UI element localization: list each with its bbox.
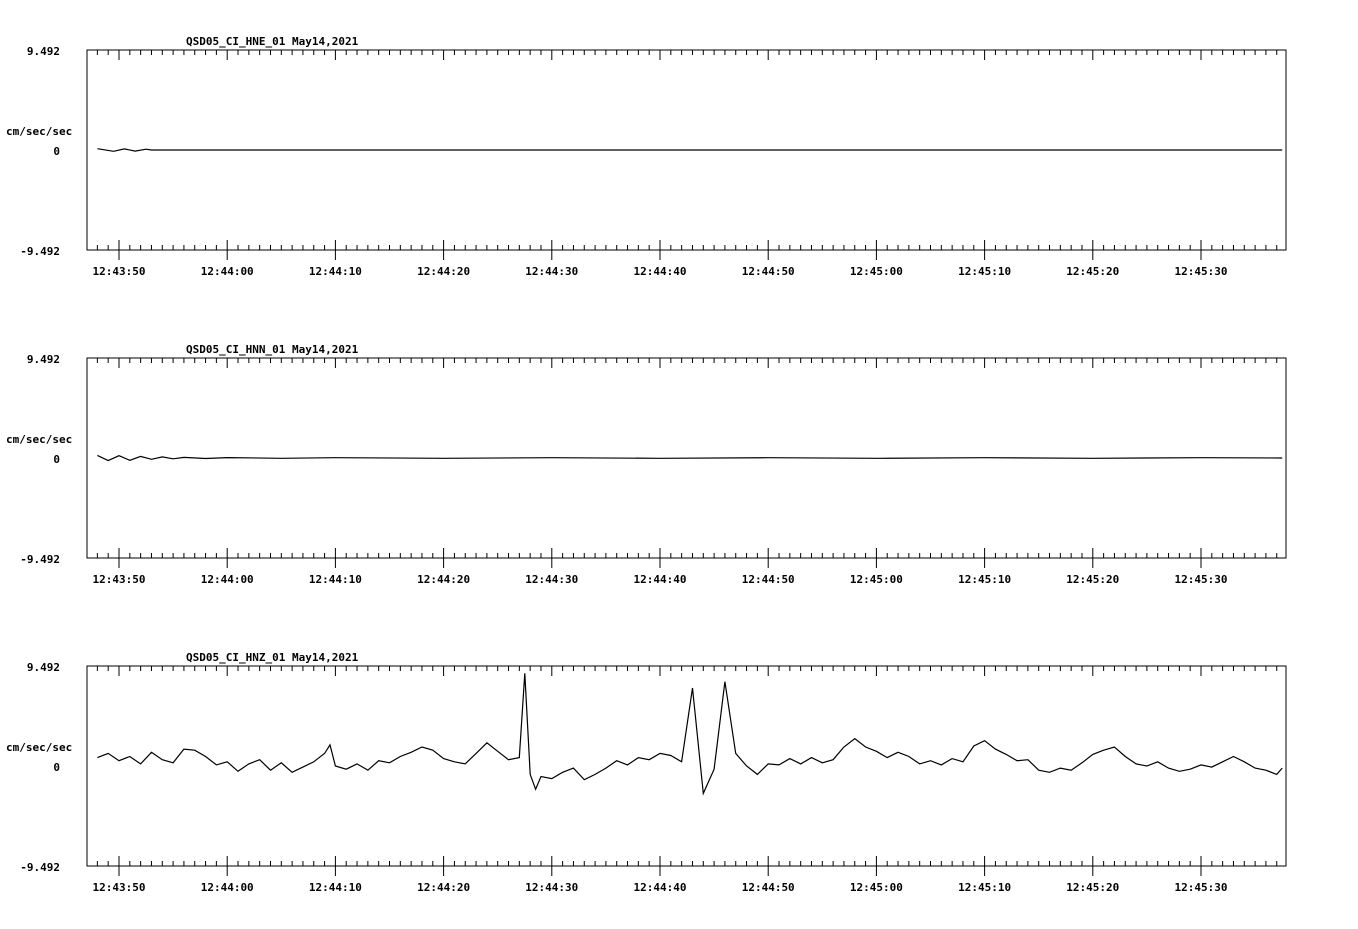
x-tick-label: 12:44:10: [308, 265, 362, 278]
x-tick-label: 12:44:40: [633, 881, 687, 894]
chart-title: QSD05_CI_HNZ_01 May14,2021: [186, 651, 359, 664]
x-tick-label: 12:43:50: [92, 573, 146, 586]
x-tick-label: 12:45:10: [958, 573, 1012, 586]
y-tick-label-min: -9.492: [20, 245, 60, 258]
y-tick-label-zero: 0: [53, 453, 60, 466]
x-tick-label: 12:45:30: [1174, 573, 1228, 586]
y-tick-label-max: 9.492: [26, 353, 60, 366]
x-tick-label: 12:44:30: [525, 881, 579, 894]
series-line-1: [97, 149, 1282, 152]
x-tick-label: 12:45:00: [849, 573, 903, 586]
y-tick-label-min: -9.492: [20, 861, 60, 874]
x-tick-label: 12:44:40: [633, 265, 687, 278]
series-line-1: [97, 455, 1282, 460]
y-axis-label: cm/sec/sec: [6, 433, 73, 446]
x-tick-label: 12:45:00: [849, 881, 903, 894]
y-tick-label-zero: 0: [53, 761, 60, 774]
y-tick-label-max: 9.492: [26, 45, 60, 58]
chart-title: QSD05_CI_HNE_01 May14,2021: [186, 35, 359, 48]
x-tick-label: 12:45:20: [1066, 573, 1120, 586]
x-tick-label: 12:44:40: [633, 573, 687, 586]
y-tick-label-zero: 0: [53, 145, 60, 158]
x-tick-label: 12:44:00: [200, 881, 254, 894]
x-tick-label: 12:45:20: [1066, 265, 1120, 278]
x-tick-label: 12:44:50: [741, 573, 795, 586]
series-line-1: [97, 673, 1282, 793]
x-tick-label: 12:45:10: [958, 265, 1012, 278]
chart-panel-3: [6, 651, 1286, 894]
x-tick-label: 12:45:00: [849, 265, 903, 278]
x-tick-label: 12:44:30: [525, 265, 579, 278]
chart-panel-2: [6, 343, 1286, 586]
x-tick-label: 12:44:30: [525, 573, 579, 586]
y-tick-label-max: 9.492: [26, 661, 60, 674]
x-tick-label: 12:44:20: [417, 265, 471, 278]
x-tick-label: 12:45:30: [1174, 265, 1228, 278]
y-tick-label-min: -9.492: [20, 553, 60, 566]
y-axis-label: cm/sec/sec: [6, 125, 73, 138]
x-tick-label: 12:44:50: [741, 881, 795, 894]
x-tick-label: 12:44:00: [200, 265, 254, 278]
x-tick-label: 12:44:00: [200, 573, 254, 586]
x-tick-label: 12:45:30: [1174, 881, 1228, 894]
x-tick-label: 12:45:10: [958, 881, 1012, 894]
x-tick-label: 12:45:20: [1066, 881, 1120, 894]
x-tick-label: 12:44:50: [741, 265, 795, 278]
x-tick-label: 12:44:10: [308, 881, 362, 894]
x-tick-label: 12:44:20: [417, 881, 471, 894]
y-axis-label: cm/sec/sec: [6, 741, 73, 754]
x-tick-label: 12:44:20: [417, 573, 471, 586]
chart-title: QSD05_CI_HNN_01 May14,2021: [186, 343, 359, 356]
x-tick-label: 12:43:50: [92, 265, 146, 278]
x-tick-label: 12:43:50: [92, 881, 146, 894]
chart-panel-1: [6, 35, 1286, 278]
x-tick-label: 12:44:10: [308, 573, 362, 586]
